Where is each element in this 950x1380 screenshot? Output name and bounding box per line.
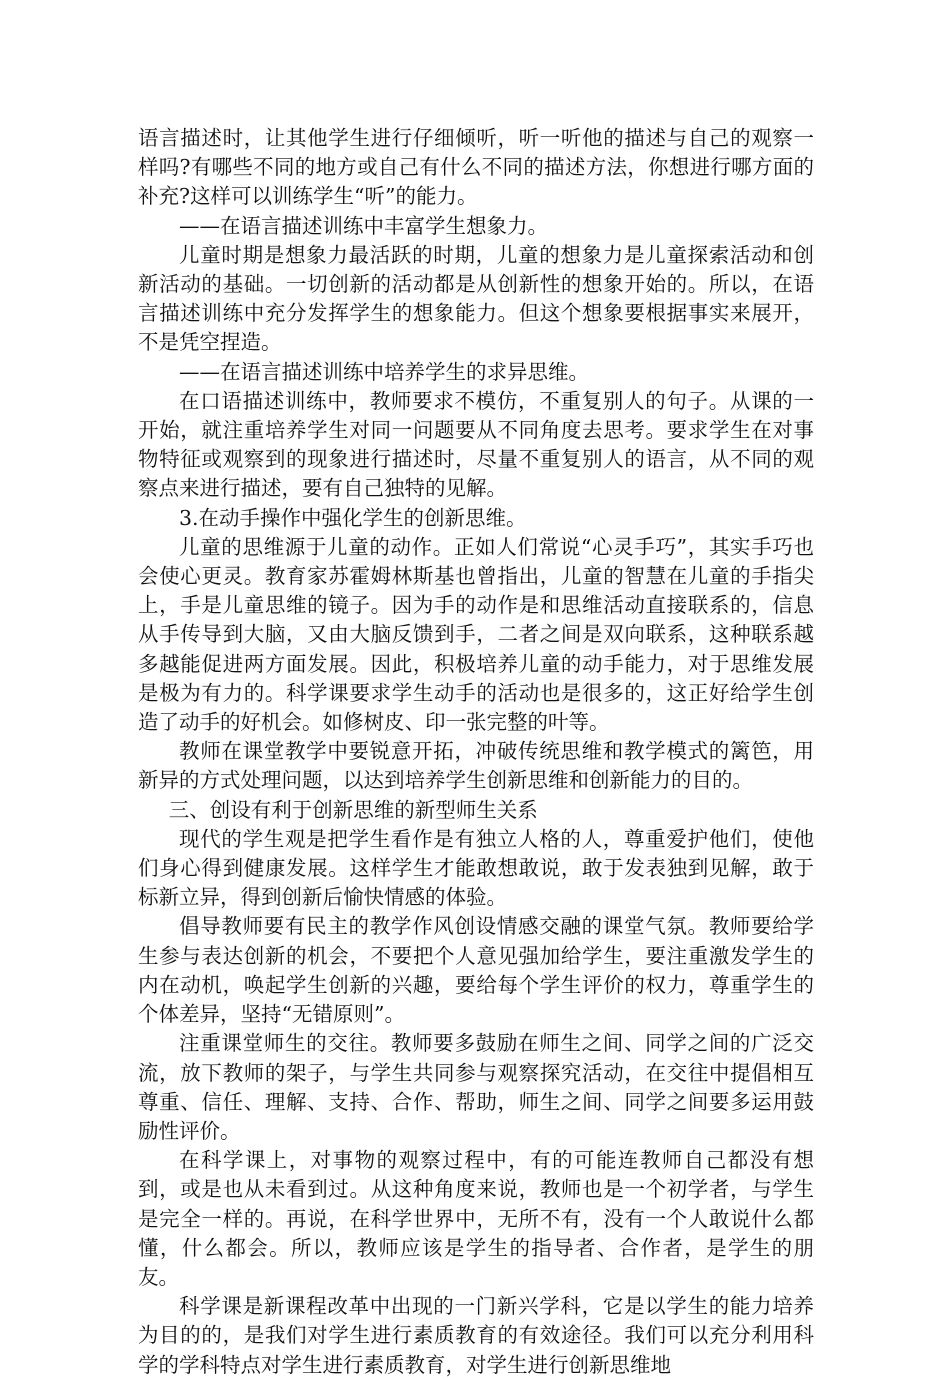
subheading-imagination: ——在语言描述训练中丰富学生想象力。 bbox=[179, 213, 548, 238]
paragraph-student-view: 现代的学生观是把学生看作是有独立人格的人，尊重爱护他们，使他们身心得到健康发展。这样学生才能敢想敢说，敢于发表独到见解，敢于标新立异，得到创新后愉快情感的体验。 bbox=[138, 826, 814, 910]
section-heading-teacher-student: 三、创设有利于创新思维的新型师生关系 bbox=[168, 797, 538, 822]
paragraph-classroom-innovation: 教师在课堂教学中要锐意开拓，冲破传统思维和教学模式的篱笆，用新异的方式处理问题，以达到培养学生创新思维和创新能力的目的。 bbox=[138, 739, 814, 793]
paragraph-classroom-interaction: 注重课堂师生的交往。教师要多鼓励在师生之间、同学之间的广泛交流，放下教师的架子，与学生共同参与观察探究活动，在交往中提倡相互尊重、信任、理解、支持、合作、帮助，师生之间、同学之间要多运用鼓励性评价。 bbox=[138, 1031, 814, 1143]
paragraph-imagination: 儿童时期是想象力最活跃的时期，儿童的想象力是儿童探索活动和创新活动的基础。一切创新的活动都是从创新性的想象开始的。所以，在语言描述训练中充分发挥学生的想象能力。但这个想象要根据事实来展开，不是凭空捏造。 bbox=[138, 242, 814, 355]
paragraph-teacher-as-learner: 在科学课上，对事物的观察过程中，有的可能连教师自己都没有想到，或是也从未看到过。从这种角度来说，教师也是一个初学者，与学生是完全一样的。再说，在科学世界中，无所不有，没有一个人敢说什么都懂，什么都会。所以，教师应该是学生的指导者、合作者，是学生的朋友。 bbox=[138, 1148, 814, 1289]
subheading-hands-on: 3.在动手操作中强化学生的创新思维。 bbox=[179, 505, 527, 530]
paragraph-hands-on: 儿童的思维源于儿童的动作。正如人们常说“心灵手巧”，其实手巧也会使心更灵。教育家苏霍姆林斯基也曾指出，儿童的智慧在儿童的手指尖上，手是儿童思维的镜子。因为手的动作是和思维活动直接联系的，信息从手传导到大脑，又由大脑反馈到手，二者之间是双向联系，这种联系越多越能促进两方面发展。因此，积极培养儿童的动手能力，对于思维发展是极为有力的。科学课要求学生动手的活动也是很多的，这正好给学生创造了动手的好机会。如修树皮、印一张完整的叶等。 bbox=[138, 534, 814, 735]
paragraph-oral-description: 在口语描述训练中，教师要求不模仿，不重复别人的句子。从课的一开始，就注重培养学生对同一问题要从不同角度去思考。要求学生在对事物特征或观察到的现象进行描述时，尽量不重复别人的语言，从不同的观察点来进行描述，要有自己独特的见解。 bbox=[138, 388, 814, 501]
document-page bbox=[138, 124, 814, 1380]
paragraph-continuation: 语言描述时，让其他学生进行仔细倾听，听一听他的描述与自己的观察一样吗?有哪些不同的地方或自己有什么不同的描述方法，你想进行哪方面的补充?这样可以训练学生“听”的能力。 bbox=[138, 126, 814, 209]
subheading-divergent-thinking: ——在语言描述训练中培养学生的求异思维。 bbox=[179, 359, 589, 384]
paragraph-democratic-teaching: 倡导教师要有民主的教学作风创设情感交融的课堂气氛。教师要给学生参与表达创新的机会，不要把个人意见强加给学生，要注重激发学生的内在动机，唤起学生创新的兴趣，要给每个学生评价的权力，尊重学生的个体差异，坚持“无错原则”。 bbox=[138, 914, 814, 1027]
paragraph-science-course: 科学课是新课程改革中出现的一门新兴学科，它是以学生的能力培养为目的的，是我们对学生进行素质教育的有效途径。我们可以充分利用科学的学科特点对学生进行素质教育，对学生进行创新思维地 bbox=[138, 1294, 814, 1377]
